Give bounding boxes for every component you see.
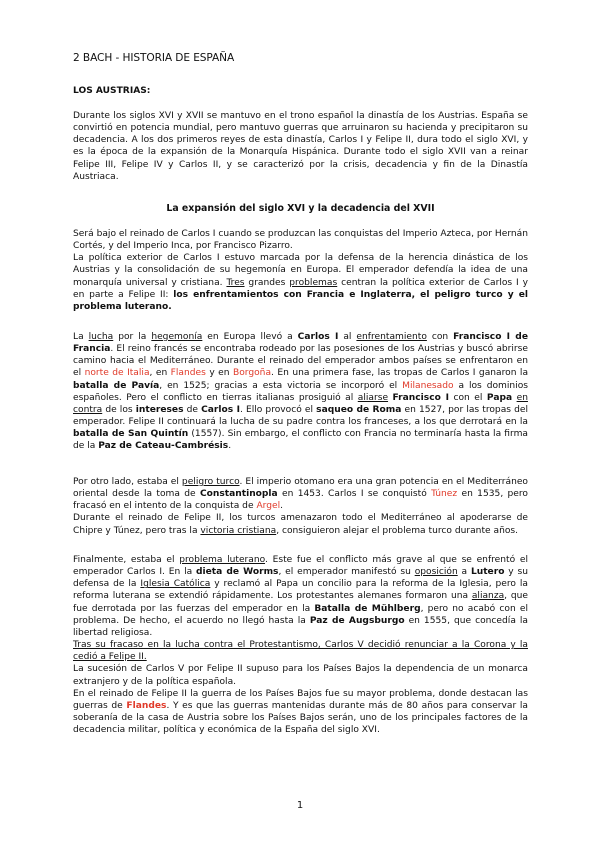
body-block-1 <box>73 228 528 313</box>
paragraph-flanders: En el reinado de Felipe II la guerra de los Países Bajos fue su mayor problema, donde destacan las guerras de Flandes. Y es que las guerras mantenidas durante más de 80 años para conservar la soberanía de la casa de Austria sobre los Países Bajos serán, uno de los principales factores de la decadencia militar, política y económica de la España del siglo XVI. <box>73 688 528 736</box>
paragraph-turks: Por otro lado, estaba el peligro turco. El imperio otomano era una gran potencia en el Mediterráneo oriental desde la toma de Constantinopla en 1453. Carlos I se conquistó Túnez en 1535, pero fracasó en el intento de la conquista de Argel. <box>73 477 528 512</box>
body-block-turks <box>73 476 528 537</box>
paragraph-felipe-turks: Durante el reinado de Felipe II, los turcos amenazaron todo el Mediterráneo al apoderarse de Chipre y Túnez, pero tras la victoria cristiana, consiguieron alejar el problema turco durante años. <box>73 513 528 536</box>
paragraph-abdication: Tras su fracaso en la lucha contra el Protestantismo, Carlos V decidió renunciar a la Corona y la cedió a Felipe II. <box>73 640 528 663</box>
section-label: LOS AUSTRIAS: <box>73 86 151 96</box>
paragraph-lutheran: Finalmente, estaba el problema luterano. Este fue el conflicto más grave al que se enfrentó el emperador Carlos I. En la dieta de Worms, el emperador manifestó su oposición a Lutero y su defensa de la Iglesia Católica y reclamó al Papa un concilio para la reforma de la Iglesia, pero la reforma luterana se extendió rápidamente. Los protestantes alemanes formaron una alianza, que fue derrotada por las fuerzas del emperador en la Batalla de Mühlberg, pero no acabó con el problema. De hecho, el acuerdo no llegó hasta la Paz de Augsburgo en 1555, que concedía la libertad religiosa. <box>73 555 528 638</box>
paragraph-foreign-policy: La política exterior de Carlos I estuvo marcada por la defensa de la herencia dinástica de los Austrias y la consolidación de su hegemonía en Europa. El emperador defendía la idea de una monarquía universal y cristiana. Tres grandes problemas centran la política exterior de Carlos I y en parte a Felipe II: los enfrentamientos con Francia e Inglaterra, el peligro turco y el problema luterano. <box>73 253 528 312</box>
paragraph-conquests: Será bajo el reinado de Carlos I cuando se produzcan las conquistas del Imperio Azteca, por Hernán Cortés, y del Imperio Inca, por Francisco Pizarro. <box>73 229 528 252</box>
page-number: 1 <box>296 800 304 811</box>
intro-paragraph <box>73 110 528 183</box>
intro-text: Durante los siglos XVI y XVII se mantuvo en el trono español la dinastía de los Austrias. España se convirtió en potencia mundial, pero mantuvo guerras que arruinaron su hacienda y precipitaron su decadencia. A los dos primeros reyes de esta dinastía, Carlos I y Felipe II, dura todo el siglo XVI, y es la época de la expansión de la Monarquía Hispánica. Durante todo el siglo XVII van a reinar Felipe III, Felipe IV y Carlos II, y se caracterizó por la crisis, decadencia y fin de la Dinastía Austriaca. <box>73 111 528 182</box>
section-subtitle: La expansión del siglo XVI y la decadencia del XVII <box>166 203 435 214</box>
body-block-lutheran <box>73 554 528 736</box>
paragraph-france: La lucha por la hegemonía en Europa llevó a Carlos I al enfrentamiento con Francisco I de Francia. El reino francés se encontraba rodeado por las posesiones de los Austrias y buscó abrirse camino hacia el Mediterráneo. Durante el reinado del emperador ambos países se enfrentaron en el norte de Italia, en Flandes y en Borgoña. En una primera fase, las tropas de Carlos I ganaron la batalla de Pavía, en 1525; gracias a esta victoria se incorporó el Milanesado a los dominios españoles. Pero el conflicto en tierras italianas prosiguió al aliarse Francisco I con el Papa en contra de los intereses de Carlos I. Ello provocó el saqueo de Roma en 1527, por las tropas del emperador. Felipe II continuará la lucha de su padre contra los franceses, a los que derrotará en la batalla de San Quintín (1557). Sin embargo, el conflicto con Francia no terminaría hasta la firma de la Paz de Cateau-Cambrésis. <box>73 332 529 452</box>
body-block-france <box>73 331 528 453</box>
page-header: 2 BACH - HISTORIA DE ESPAÑA <box>73 52 235 64</box>
paragraph-succession: La sucesión de Carlos V por Felipe II supuso para los Países Bajos la dependencia de un monarca extranjero y de la política española. <box>73 664 528 687</box>
